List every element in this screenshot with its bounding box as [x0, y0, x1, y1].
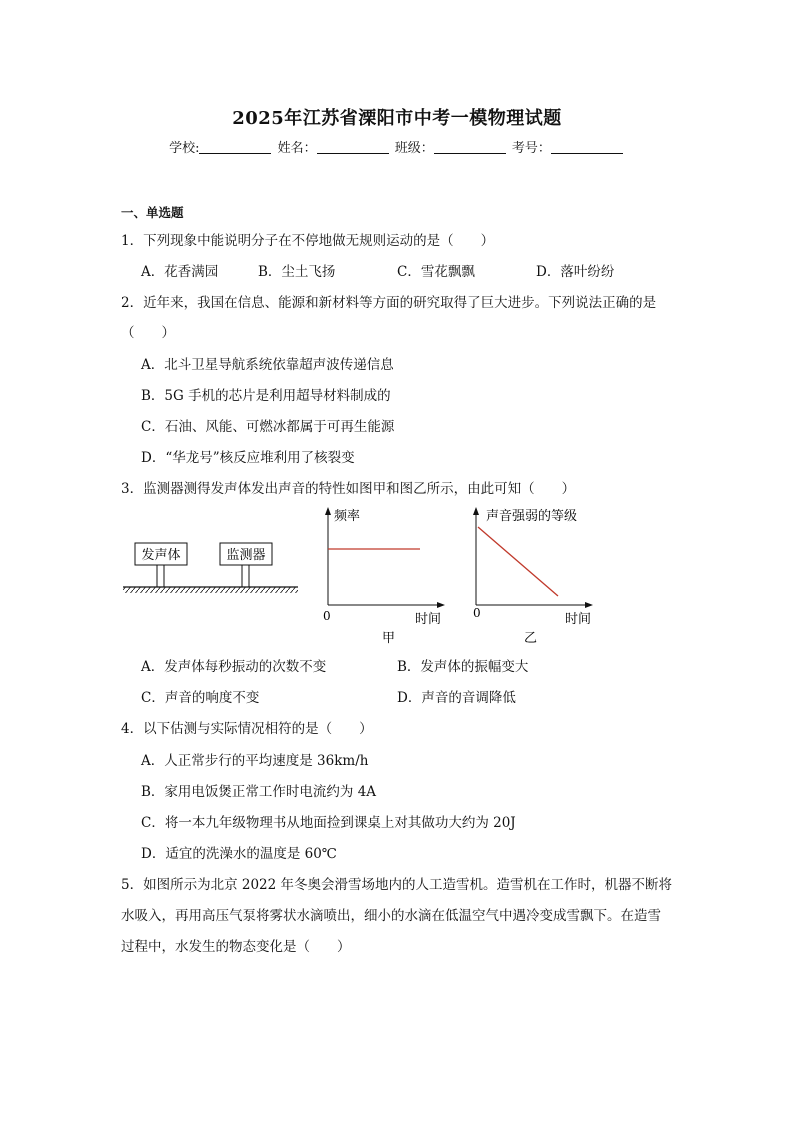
number-blank[interactable]	[551, 141, 623, 154]
q5-stem-line3: 过程中，水发生的物态变化是（ ）	[121, 939, 351, 955]
jia-caption: 甲	[382, 631, 396, 646]
q3-option-a[interactable]: A．发声体每秒振动的次数不变	[141, 659, 327, 675]
graph-jia	[323, 507, 445, 646]
q4-option-d[interactable]: D．适宜的洗澡水的温度是 60℃	[141, 846, 337, 862]
q1-option-b[interactable]: B．尘土飞扬	[258, 264, 336, 280]
name-blank[interactable]	[317, 141, 389, 154]
source-label: 发声体	[141, 548, 181, 563]
q3-option-b[interactable]: B．发声体的振幅变大	[397, 659, 529, 675]
student-info-row	[0, 137, 794, 156]
q2-stem-line2: （ ）	[121, 325, 175, 341]
q4-option-b[interactable]: B．家用电饭煲正常工作时电流约为 4A	[141, 784, 377, 800]
q2-stem-line1: 2．近年来，我国在信息、能源和新材料等方面的研究取得了巨大进步。下列说法正确的是	[121, 295, 657, 311]
q5-stem-line1: 5．如图所示为北京 2022 年冬奥会滑雪场地内的人工造雪机。造雪机在工作时，机器不断将	[121, 877, 673, 893]
yi-ylabel: 声音强弱的等级	[486, 509, 578, 524]
jia-ylabel: 频率	[334, 509, 361, 524]
graph-yi	[473, 507, 593, 646]
jia-xlabel: 时间	[415, 612, 442, 627]
q1-option-d[interactable]: D．落叶纷纷	[536, 264, 615, 280]
q5-stem-line2: 水吸入，再用高压气泵将雾状水滴喷出，细小的水滴在低温空气中遇冷变成雪飘下。在造雪	[121, 908, 661, 924]
q2-option-c[interactable]: C．石油、风能、可燃冰都属于可再生能源	[141, 419, 395, 435]
class-blank[interactable]	[434, 141, 506, 154]
section-title: 一、单选题	[121, 205, 184, 220]
jia-origin: 0	[323, 609, 331, 623]
yi-origin: 0	[473, 606, 481, 620]
q1-option-a[interactable]: A．花香满园	[141, 264, 219, 280]
q3-option-d[interactable]: D．声音的音调降低	[397, 690, 516, 706]
q3-figure	[118, 500, 608, 650]
sound-source	[135, 543, 187, 587]
yi-caption: 乙	[524, 631, 538, 646]
ground	[123, 587, 298, 593]
monitor-device	[220, 543, 272, 587]
name-label: 姓名：	[277, 141, 317, 156]
q2-option-a[interactable]: A．北斗卫星导航系统依靠超声波传递信息	[141, 357, 394, 373]
class-label: 班级：	[394, 141, 434, 156]
q2-option-b[interactable]: B．5G 手机的芯片是利用超导材料制成的	[141, 388, 391, 404]
number-label: 考号：	[511, 141, 551, 156]
monitor-label: 监测器	[226, 548, 266, 563]
q4-option-a[interactable]: A．人正常步行的平均速度是 36km/h	[141, 753, 369, 769]
q3-option-c[interactable]: C．声音的响度不变	[141, 690, 260, 706]
exam-title: 2025年江苏省溧阳市中考一模物理试题	[232, 108, 562, 129]
q1-option-c[interactable]: C．雪花飘飘	[397, 264, 475, 280]
loudness-line	[478, 527, 558, 596]
q4-option-c[interactable]: C．将一本九年级物理书从地面捡到课桌上对其做功大约为 20J	[141, 815, 516, 831]
q1-stem: 1．下列现象中能说明分子在不停地做无规则运动的是（ ）	[121, 233, 495, 249]
q2-option-d[interactable]: D．“华龙号”核反应堆利用了核裂变	[141, 450, 355, 466]
school-blank[interactable]	[199, 141, 271, 154]
school-label: 学校:	[169, 141, 200, 156]
yi-xlabel: 时间	[565, 612, 592, 627]
q3-stem: 3．监测器测得发声体发出声音的特性如图甲和图乙所示，由此可知（ ）	[121, 481, 576, 497]
q4-stem: 4．以下估测与实际情况相符的是（ ）	[121, 721, 373, 737]
